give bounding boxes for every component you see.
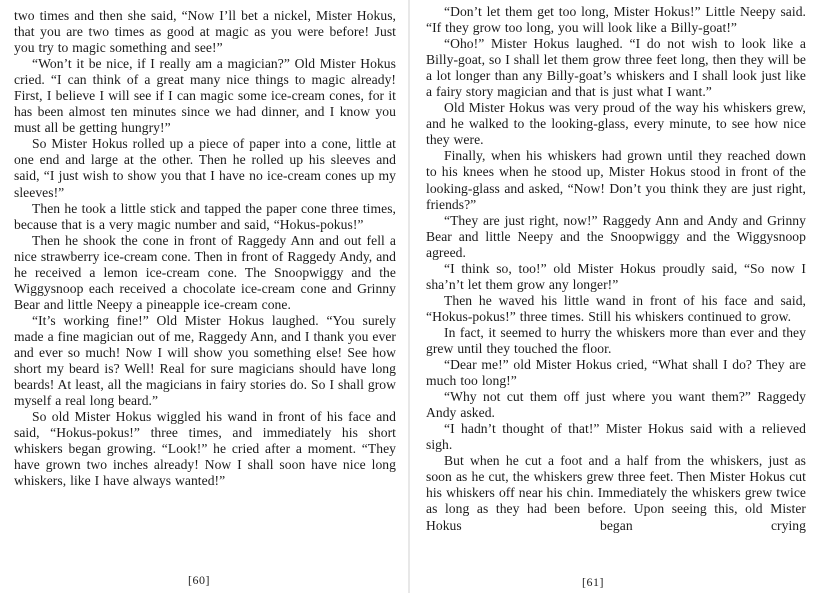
- paragraph: Then he shook the cone in front of Raggedy Ann and out fell a nice strawberry ice-cream cone. Then in front of Raggedy Andy, and he received a lemon ice-cream cone. The Snoopwiggy and the Wiggysnoop each received a chocolate ice-cream cone and Grinny Bear and little Neepy a pineapple ice-cream cone.: [14, 232, 396, 312]
- paragraph: “It’s working fine!” Old Mister Hokus laughed. “You surely made a fine magician out of me, Raggedy Ann, and I thank you ever and ever so much! Now I will show you something else! See how short my beard is? Well! Real for sure magicians should have long beards! At least, all the magicians in fairy stories do. So I shall grow myself a real long beard.”: [14, 312, 396, 409]
- paragraph: But when he cut a foot and a half from the whiskers, just as soon as he cut, the whiskers grew three feet. Then Mister Hokus cut his whiskers off near his chin. Immediately the whiskers grew twice as long as they had been before. Upon seeing this, old Mister Hokus began crying: [426, 453, 806, 533]
- paragraph: two times and then she said, “Now I’ll bet a nickel, Mister Hokus, that you are two times as good at magic as you were before! Just you try to magic something and see!”: [14, 8, 396, 56]
- paragraph: “They are just right, now!” Raggedy Ann and Andy and Grinny Bear and little Neepy and the Snoopwiggy and the Wiggysnoop agreed.: [426, 212, 806, 260]
- right-page: [410, 0, 819, 593]
- paragraph: “Don’t let them get too long, Mister Hokus!” Little Neepy said. “If they grow too long, you will look like a Billy-goat!”: [426, 4, 806, 36]
- paragraph: “I hadn’t thought of that!” Mister Hokus said with a relieved sigh.: [426, 421, 806, 453]
- left-page: [0, 0, 409, 593]
- paragraph: Old Mister Hokus was very proud of the way his whiskers grew, and he walked to the looking-glass, every minute, to see how nice they were.: [426, 100, 806, 148]
- right-page-text: [426, 4, 806, 534]
- page-number: [60]: [188, 573, 210, 587]
- paragraph: Then he waved his little wand in front of his face and said, “Hokus-pokus!” three times. Still his whiskers continued to grow.: [426, 292, 806, 324]
- page-number: [61]: [582, 575, 604, 589]
- paragraph: Then he took a little stick and tapped the paper cone three times, because that is a very magic number and said, “Hokus-pokus!”: [14, 200, 396, 232]
- paragraph: “Oho!” Mister Hokus laughed. “I do not wish to look like a Billy-goat, so I shall let them grow three feet long, then they will be a lot longer than any Billy-goat’s whiskers and I shall look just like a fairy story magician and that is just what I want.”: [426, 36, 806, 100]
- paragraph: “I think so, too!” old Mister Hokus proudly said, “So now I sha’n’t let them grow any longer!”: [426, 260, 806, 292]
- left-page-text: [14, 8, 396, 489]
- paragraph: “Won’t it be nice, if I really am a magician?” Old Mister Hokus cried. “I can think of a great many nice things to magic already! First, I believe I will see if I can magic some ice-cream cones, for it has been almost ten minutes since we had dinner, and I know you must all be getting hungry!”: [14, 56, 396, 136]
- paragraph: In fact, it seemed to hurry the whiskers more than ever and they grew until they touched the floor.: [426, 324, 806, 356]
- paragraph: So Mister Hokus rolled up a piece of paper into a cone, little at one end and large at the other. Then he rolled up his sleeves and said, “I just wish to show you that I have no ice-cream cones up my sleeves!”: [14, 136, 396, 200]
- paragraph: “Dear me!” old Mister Hokus cried, “What shall I do? They are much too long!”: [426, 357, 806, 389]
- paragraph: “Why not cut them off just where you want them?” Raggedy Andy asked.: [426, 389, 806, 421]
- paragraph: So old Mister Hokus wiggled his wand in front of his face and said, “Hokus-pokus!” three times, and immediately his short whiskers began growing. “Look!” he cried after a moment. “They have grown two inches already! Now I shall soon have nice long whiskers, like I have always wanted!”: [14, 409, 396, 489]
- paragraph: Finally, when his whiskers had grown until they reached down to his knees when he stood up, Mister Hokus stood in front of the looking-glass and asked, “Now! Don’t you think they are just right, friends?”: [426, 148, 806, 212]
